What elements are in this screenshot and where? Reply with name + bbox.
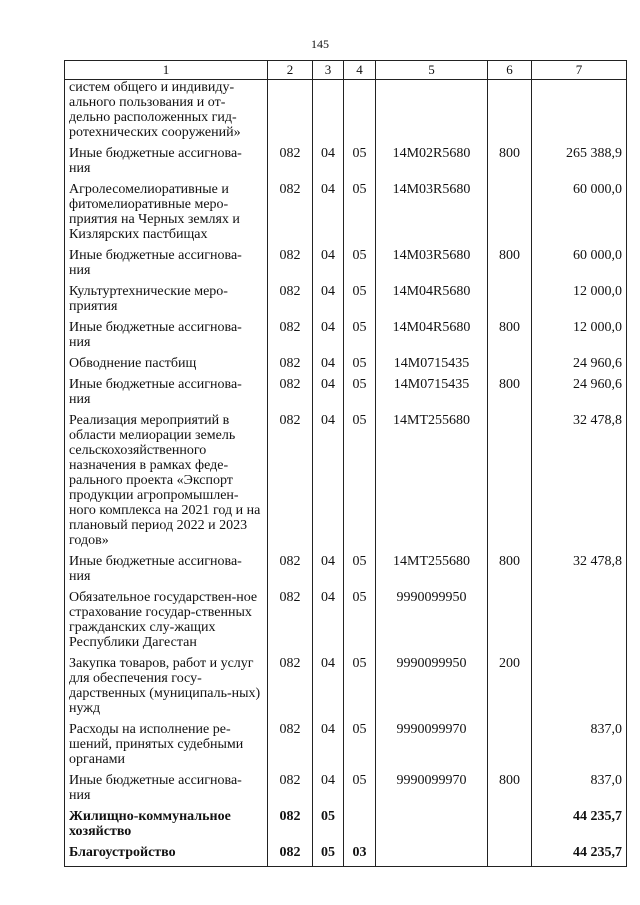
row-amount: 12 000,0 <box>532 284 627 320</box>
table-row <box>65 146 627 182</box>
row-subsection-code: 05 <box>344 377 376 413</box>
row-department-code: 082 <box>268 356 313 377</box>
row-department-code <box>268 80 313 147</box>
row-expense-type: 800 <box>488 320 532 356</box>
row-subsection-code <box>344 809 376 845</box>
row-subsection-code: 05 <box>344 320 376 356</box>
row-section-code: 04 <box>313 182 344 248</box>
row-expense-type <box>488 356 532 377</box>
row-name: Благоустройство <box>65 845 268 867</box>
row-expense-type: 800 <box>488 248 532 284</box>
row-expense-type: 800 <box>488 554 532 590</box>
row-department-code: 082 <box>268 773 313 809</box>
row-target-article: 9990099950 <box>376 590 488 656</box>
row-department-code: 082 <box>268 413 313 554</box>
row-subsection-code: 05 <box>344 773 376 809</box>
row-subsection-code: 05 <box>344 284 376 320</box>
row-target-article <box>376 809 488 845</box>
row-department-code: 082 <box>268 590 313 656</box>
row-target-article: 14МТ255680 <box>376 413 488 554</box>
row-section-code <box>313 80 344 147</box>
row-department-code: 082 <box>268 248 313 284</box>
page-number: 145 <box>311 37 329 51</box>
row-name: Иные бюджетные ассигнова-ния <box>65 320 268 356</box>
row-section-code: 04 <box>313 377 344 413</box>
table-row <box>65 182 627 248</box>
table-row <box>65 320 627 356</box>
row-amount: 32 478,8 <box>532 413 627 554</box>
header-col-7: 7 <box>532 61 627 80</box>
row-amount <box>532 656 627 722</box>
row-target-article: 9990099970 <box>376 722 488 773</box>
row-section-code: 04 <box>313 146 344 182</box>
header-col-5: 5 <box>376 61 488 80</box>
table-row <box>65 413 627 554</box>
row-section-code: 04 <box>313 320 344 356</box>
row-name: Агролесомелиоративные и фитомелиоративные меро-приятия на Черных землях и Кизлярских пастбищах <box>65 182 268 248</box>
row-department-code: 082 <box>268 809 313 845</box>
table-row <box>65 377 627 413</box>
row-expense-type: 200 <box>488 656 532 722</box>
row-section-code: 04 <box>313 554 344 590</box>
row-department-code: 082 <box>268 377 313 413</box>
row-target-article <box>376 845 488 867</box>
table-row <box>65 554 627 590</box>
table-row <box>65 809 627 845</box>
row-name: Иные бюджетные ассигнова-ния <box>65 248 268 284</box>
row-subsection-code: 05 <box>344 554 376 590</box>
row-amount <box>532 590 627 656</box>
row-subsection-code: 05 <box>344 146 376 182</box>
row-target-article: 9990099950 <box>376 656 488 722</box>
row-target-article <box>376 80 488 147</box>
row-expense-type <box>488 809 532 845</box>
row-expense-type: 800 <box>488 146 532 182</box>
row-section-code: 04 <box>313 590 344 656</box>
table-row <box>65 80 627 147</box>
table-row <box>65 284 627 320</box>
row-amount: 60 000,0 <box>532 248 627 284</box>
table-row <box>65 773 627 809</box>
row-name: Закупка товаров, работ и услуг для обеспечения госу-дарственных (муниципаль-ных) нужд <box>65 656 268 722</box>
row-name: систем общего и индивиду-ального пользования и от-дельно расположенных гид-ротехнических сооружений» <box>65 80 268 147</box>
row-section-code: 04 <box>313 284 344 320</box>
row-subsection-code: 05 <box>344 722 376 773</box>
row-name: Культуртехнические меро-приятия <box>65 284 268 320</box>
row-expense-type <box>488 182 532 248</box>
row-department-code: 082 <box>268 845 313 867</box>
row-subsection-code: 05 <box>344 248 376 284</box>
row-target-article: 14М02R5680 <box>376 146 488 182</box>
row-name: Обязательное государствен-ное страхование государ-ственных гражданских слу-жащих Республики Дагестан <box>65 590 268 656</box>
table-row <box>65 656 627 722</box>
row-department-code: 082 <box>268 320 313 356</box>
row-subsection-code: 05 <box>344 356 376 377</box>
header-col-4: 4 <box>344 61 376 80</box>
row-target-article: 14МТ255680 <box>376 554 488 590</box>
row-subsection-code: 05 <box>344 413 376 554</box>
row-expense-type <box>488 722 532 773</box>
row-section-code: 04 <box>313 413 344 554</box>
table-row <box>65 356 627 377</box>
table-header-row <box>65 61 627 80</box>
row-amount <box>532 80 627 147</box>
row-section-code: 05 <box>313 809 344 845</box>
row-department-code: 082 <box>268 656 313 722</box>
row-section-code: 05 <box>313 845 344 867</box>
table-row <box>65 590 627 656</box>
header-col-1: 1 <box>65 61 268 80</box>
row-expense-type: 800 <box>488 773 532 809</box>
table-row <box>65 248 627 284</box>
row-name: Иные бюджетные ассигнова-ния <box>65 146 268 182</box>
table-body <box>65 80 627 867</box>
row-target-article: 14М03R5680 <box>376 182 488 248</box>
row-subsection-code: 03 <box>344 845 376 867</box>
row-department-code: 082 <box>268 146 313 182</box>
row-amount: 44 235,7 <box>532 809 627 845</box>
row-expense-type <box>488 845 532 867</box>
row-section-code: 04 <box>313 356 344 377</box>
row-name: Расходы на исполнение ре-шений, принятых судебными органами <box>65 722 268 773</box>
row-amount: 44 235,7 <box>532 845 627 867</box>
header-col-6: 6 <box>488 61 532 80</box>
row-name: Иные бюджетные ассигнова-ния <box>65 377 268 413</box>
row-name: Обводнение пастбищ <box>65 356 268 377</box>
row-target-article: 9990099970 <box>376 773 488 809</box>
row-target-article: 14М0715435 <box>376 356 488 377</box>
row-amount: 24 960,6 <box>532 377 627 413</box>
row-target-article: 14М04R5680 <box>376 320 488 356</box>
row-amount: 265 388,9 <box>532 146 627 182</box>
row-amount: 837,0 <box>532 773 627 809</box>
row-subsection-code: 05 <box>344 590 376 656</box>
row-name: Иные бюджетные ассигнова-ния <box>65 554 268 590</box>
table-row <box>65 845 627 867</box>
row-department-code: 082 <box>268 182 313 248</box>
row-section-code: 04 <box>313 773 344 809</box>
row-department-code: 082 <box>268 722 313 773</box>
row-name: Реализация мероприятий в области мелиорации земель сельскохозяйственного назначения в рамках феде-рального проекта «Экспорт продукции агропромышлен-ного комплекса на 2021 год и на плановый период 2022 и 2023 годов» <box>65 413 268 554</box>
row-expense-type <box>488 80 532 147</box>
row-department-code: 082 <box>268 554 313 590</box>
row-expense-type: 800 <box>488 377 532 413</box>
row-target-article: 14М04R5680 <box>376 284 488 320</box>
row-amount: 12 000,0 <box>532 320 627 356</box>
row-amount: 60 000,0 <box>532 182 627 248</box>
row-amount: 837,0 <box>532 722 627 773</box>
header-col-3: 3 <box>313 61 344 80</box>
row-subsection-code: 05 <box>344 656 376 722</box>
row-subsection-code <box>344 80 376 147</box>
row-expense-type <box>488 413 532 554</box>
row-amount: 24 960,6 <box>532 356 627 377</box>
row-section-code: 04 <box>313 248 344 284</box>
row-name: Жилищно-коммунальное хозяйство <box>65 809 268 845</box>
header-col-2: 2 <box>268 61 313 80</box>
table-row <box>65 722 627 773</box>
row-section-code: 04 <box>313 722 344 773</box>
row-target-article: 14М0715435 <box>376 377 488 413</box>
row-department-code: 082 <box>268 284 313 320</box>
row-expense-type <box>488 284 532 320</box>
row-target-article: 14М03R5680 <box>376 248 488 284</box>
row-expense-type <box>488 590 532 656</box>
row-subsection-code: 05 <box>344 182 376 248</box>
row-section-code: 04 <box>313 656 344 722</box>
row-name: Иные бюджетные ассигнова-ния <box>65 773 268 809</box>
budget-table <box>64 60 627 867</box>
row-amount: 32 478,8 <box>532 554 627 590</box>
